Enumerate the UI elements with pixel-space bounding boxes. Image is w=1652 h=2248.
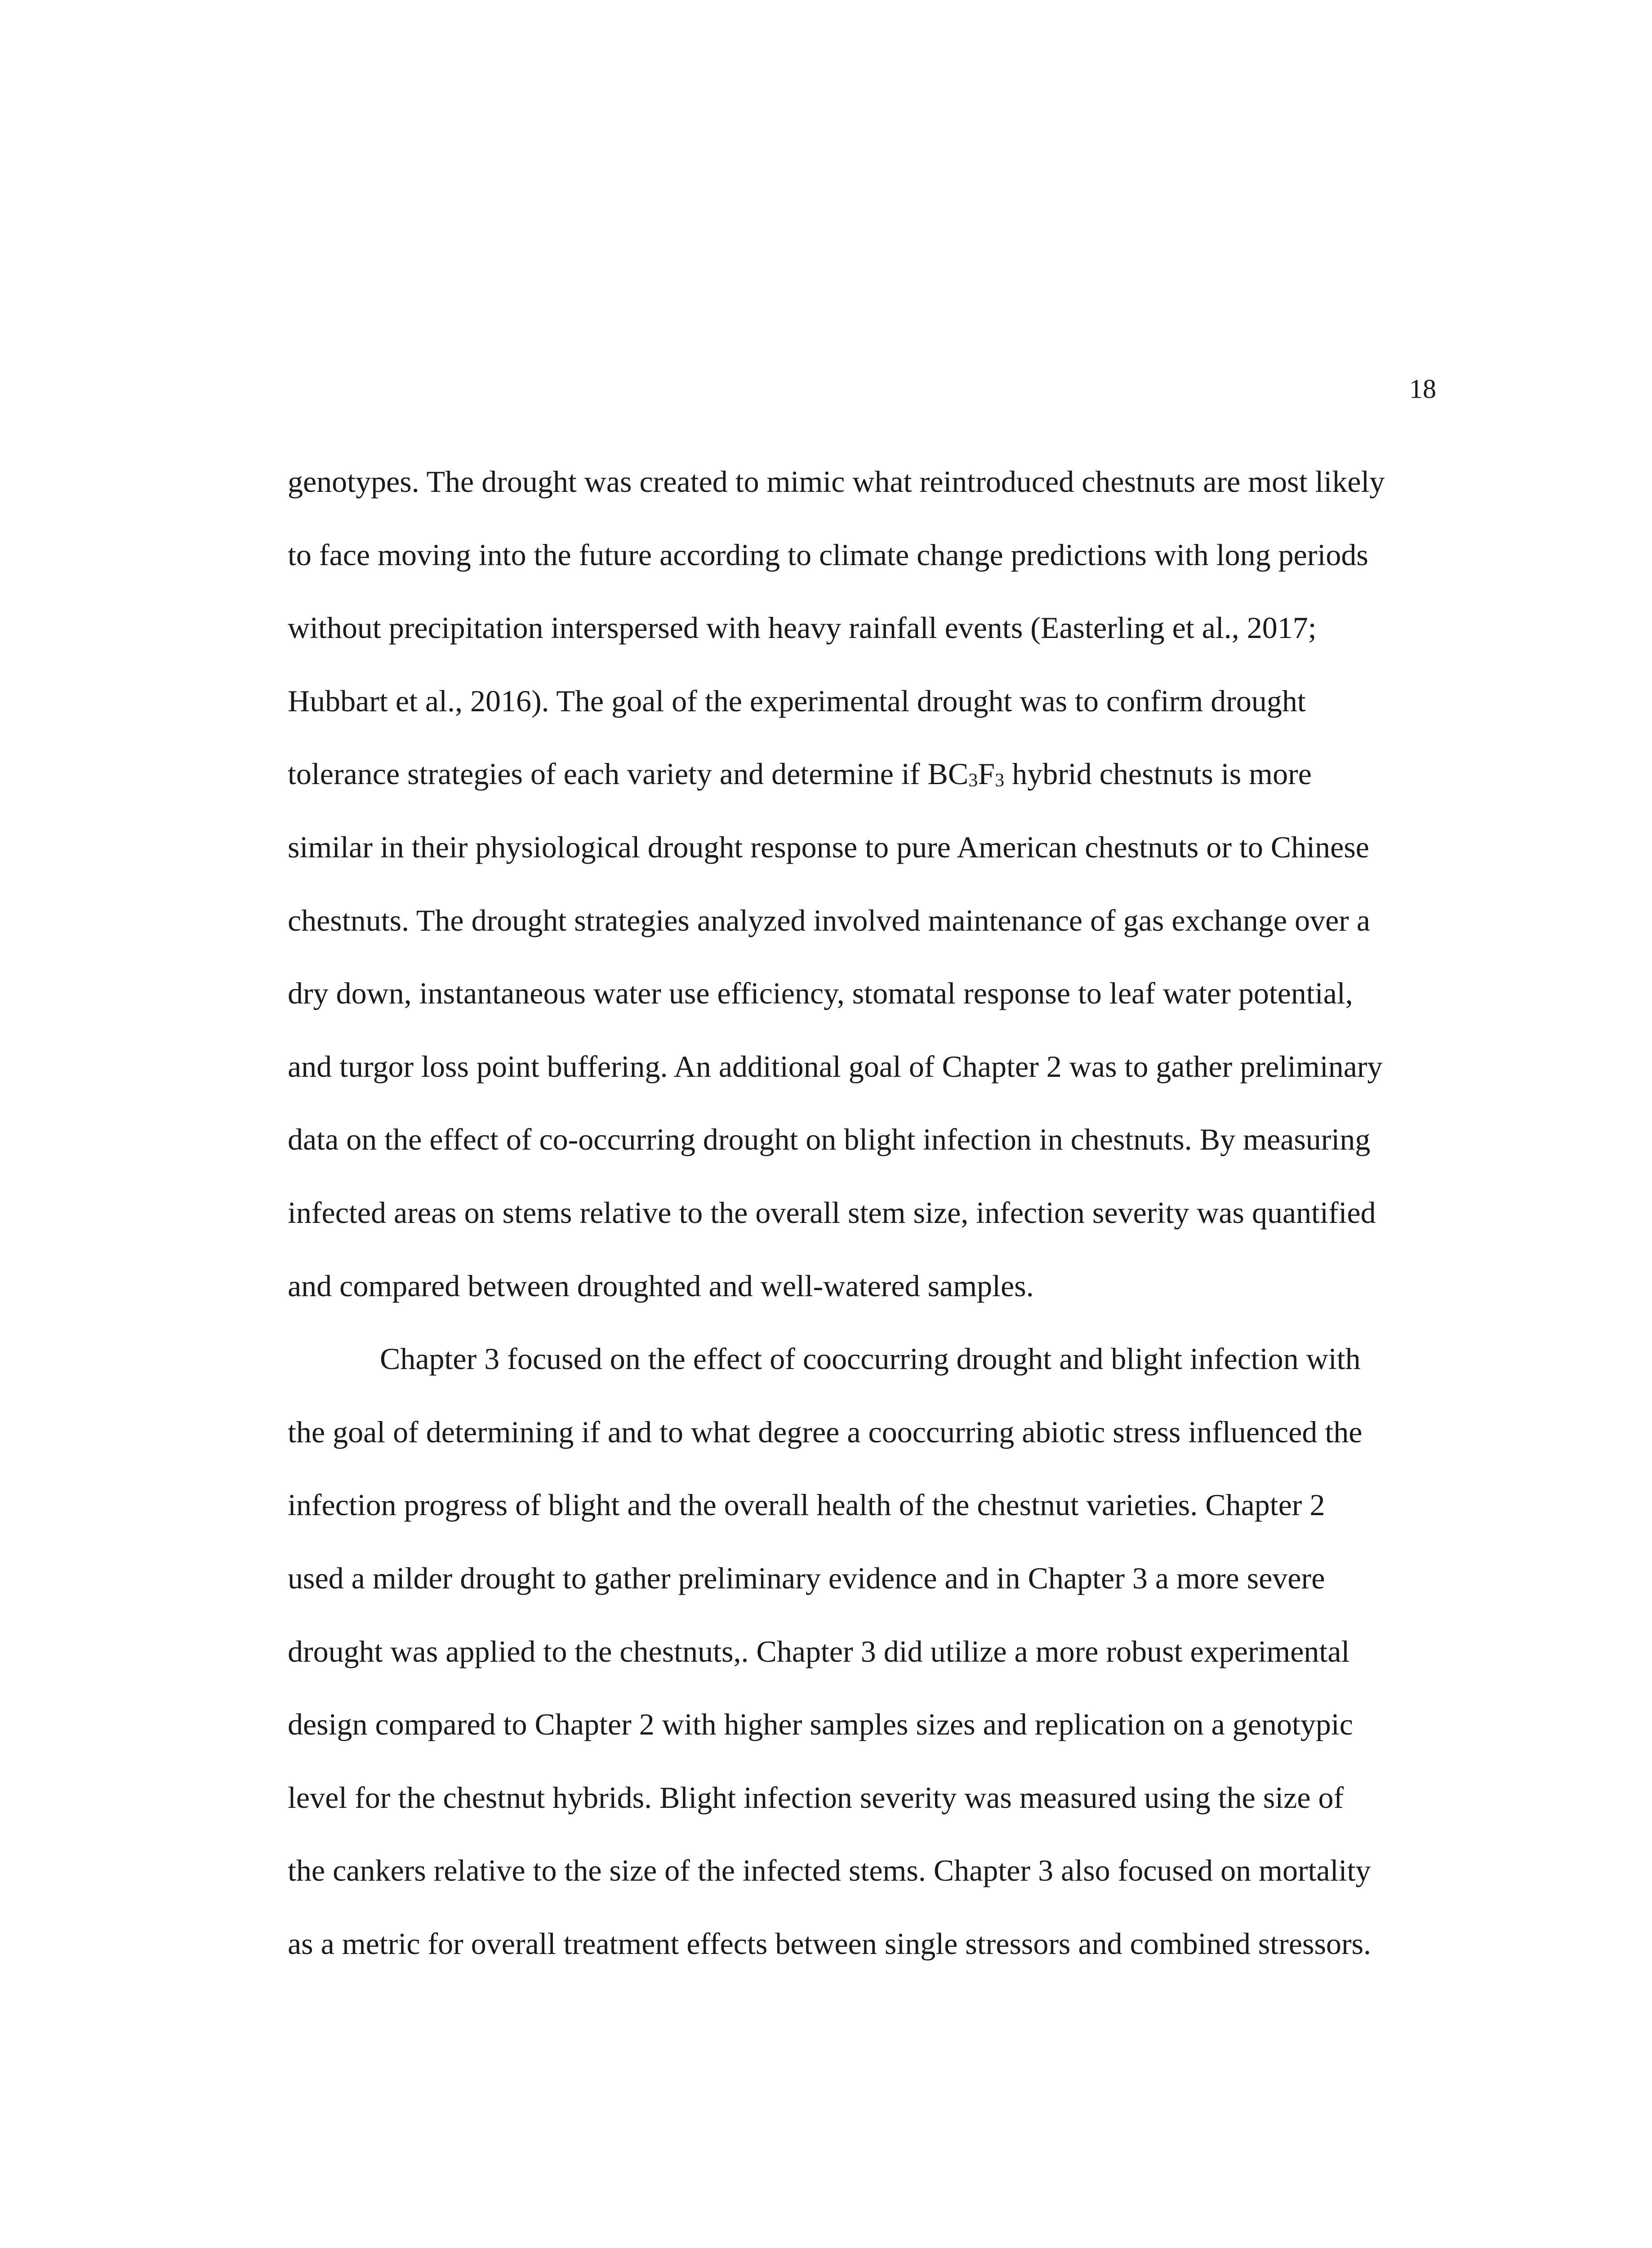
text-line: similar in their physiological drought response to pure American chestnuts or to Chinese [288, 830, 1369, 864]
text-line: drought was applied to the chestnuts,. Chapter 3 did utilize a more robust experimental [288, 1634, 1350, 1668]
text-line: and compared between droughted and well-watered samples. [288, 1268, 1034, 1303]
text-line: as a metric for overall treatment effects between single stressors and combined stressors. [288, 1926, 1371, 1961]
text-line: the cankers relative to the size of the infected stems. Chapter 3 also focused on mortality [288, 1853, 1371, 1888]
text-line: without precipitation interspersed with heavy rainfall events (Easterling et al., 2017; [288, 611, 1317, 645]
subscript: 3 [968, 770, 978, 791]
text-line: and turgor loss point buffering. An additional goal of Chapter 2 was to gather preliminary [288, 1049, 1383, 1084]
text-line: infection progress of blight and the overall health of the chestnut varieties. Chapter 2 [288, 1488, 1325, 1522]
page-number: 18 [1409, 374, 1436, 404]
text-line: genotypes. The drought was created to mimic what reintroduced chestnuts are most likely [288, 464, 1385, 499]
text-segment: F [978, 757, 995, 791]
text-segment: hybrid chestnuts is more [1004, 757, 1312, 791]
subscript: 3 [995, 770, 1005, 791]
text-line: the goal of determining if and to what degree a cooccurring abiotic stress influenced the [288, 1414, 1363, 1449]
text-line-with-subscripts [288, 737, 1438, 811]
body-text [288, 445, 1438, 1980]
text-line: design compared to Chapter 2 with higher samples sizes and replication on a genotypic [288, 1707, 1353, 1742]
text-line: dry down, instantaneous water use efficiency, stomatal response to leaf water potential, [288, 976, 1353, 1011]
text-line: level for the chestnut hybrids. Blight infection severity was measured using the size of [288, 1780, 1344, 1815]
text-line: data on the effect of co-occurring drought on blight infection in chestnuts. By measuring [288, 1122, 1371, 1157]
text-line: to face moving into the future according to climate change predictions with long periods [288, 537, 1368, 572]
text-line: Chapter 3 focused on the effect of cooccurring drought and blight infection with [380, 1342, 1361, 1376]
text-line: used a milder drought to gather preliminary evidence and in Chapter 3 a more severe [288, 1561, 1325, 1595]
text-line: infected areas on stems relative to the overall stem size, infection severity was quantified [288, 1195, 1376, 1230]
text-segment: tolerance strategies of each variety and determine if BC [288, 757, 969, 791]
text-line: chestnuts. The drought strategies analyzed involved maintenance of gas exchange over a [288, 903, 1371, 937]
paragraph-1 [288, 445, 1438, 1322]
paragraph-2 [288, 1322, 1438, 1980]
text-line: Hubbart et al., 2016). The goal of the experimental drought was to confirm drought [288, 683, 1306, 718]
